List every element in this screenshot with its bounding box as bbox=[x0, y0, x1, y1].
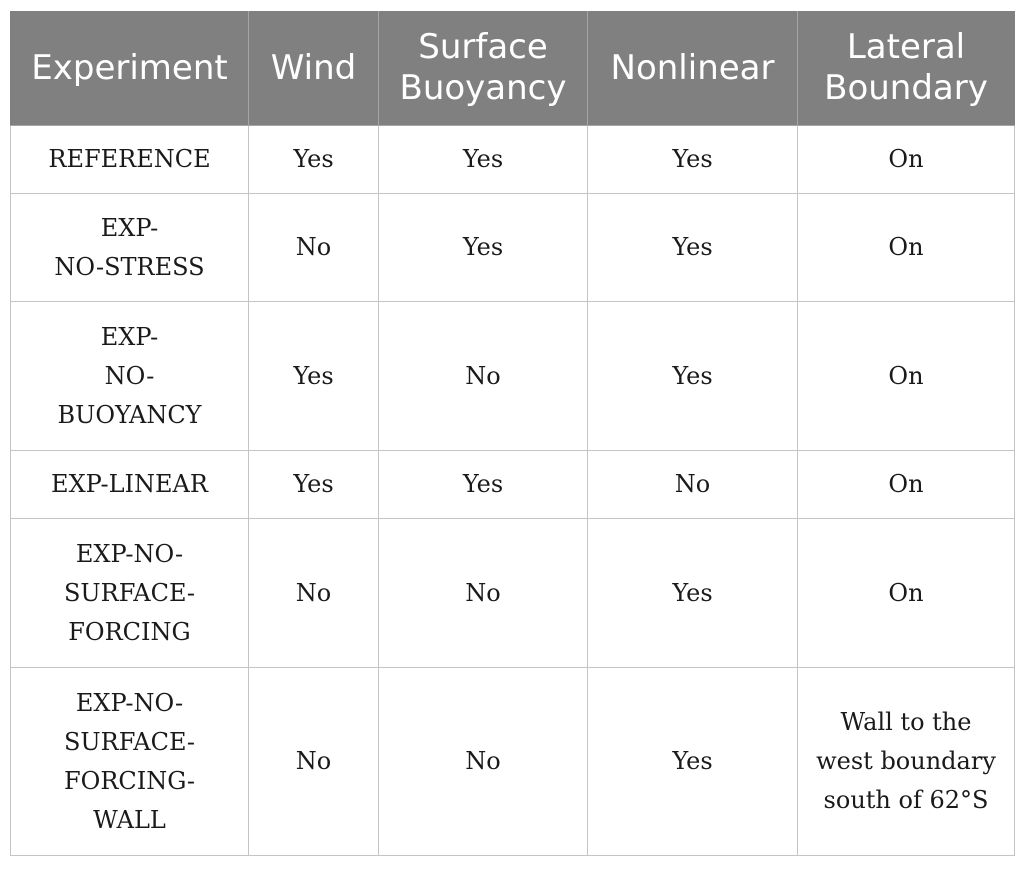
cell-nonlinear: Yes bbox=[588, 668, 798, 856]
experiments-table-container bbox=[10, 11, 1014, 856]
cell-experiment: EXP- NO- BUOYANCY bbox=[11, 302, 249, 451]
cell-lateral-boundary: On bbox=[798, 302, 1015, 451]
cell-wind: Yes bbox=[249, 126, 379, 194]
cell-experiment: EXP-NO- SURFACE- FORCING bbox=[11, 519, 249, 668]
table-row bbox=[11, 126, 1015, 194]
cell-lateral-boundary: On bbox=[798, 451, 1015, 519]
cell-wind: Yes bbox=[249, 451, 379, 519]
header-lateral-boundary: Lateral Boundary bbox=[798, 11, 1015, 126]
cell-nonlinear: Yes bbox=[588, 519, 798, 668]
table-row bbox=[11, 668, 1015, 856]
cell-lateral-boundary: On bbox=[798, 519, 1015, 668]
cell-nonlinear: Yes bbox=[588, 302, 798, 451]
table-row bbox=[11, 451, 1015, 519]
cell-wind: No bbox=[249, 668, 379, 856]
cell-surface-buoyancy: No bbox=[379, 302, 588, 451]
table-row bbox=[11, 519, 1015, 668]
cell-wind: Yes bbox=[249, 302, 379, 451]
header-surface-buoyancy: Surface Buoyancy bbox=[379, 11, 588, 126]
experiments-table bbox=[10, 11, 1015, 856]
cell-nonlinear: Yes bbox=[588, 126, 798, 194]
cell-surface-buoyancy: No bbox=[379, 668, 588, 856]
table-row bbox=[11, 194, 1015, 302]
header-nonlinear: Nonlinear bbox=[588, 11, 798, 126]
cell-experiment: REFERENCE bbox=[11, 126, 249, 194]
cell-surface-buoyancy: Yes bbox=[379, 451, 588, 519]
table-row bbox=[11, 302, 1015, 451]
cell-experiment: EXP-LINEAR bbox=[11, 451, 249, 519]
cell-surface-buoyancy: Yes bbox=[379, 194, 588, 302]
cell-experiment: EXP-NO- SURFACE- FORCING- WALL bbox=[11, 668, 249, 856]
cell-wind: No bbox=[249, 519, 379, 668]
cell-wind: No bbox=[249, 194, 379, 302]
table-header-row bbox=[11, 11, 1015, 126]
cell-lateral-boundary: Wall to the west boundary south of 62°S bbox=[798, 668, 1015, 856]
header-experiment: Experiment bbox=[11, 11, 249, 126]
cell-surface-buoyancy: Yes bbox=[379, 126, 588, 194]
cell-experiment: EXP- NO-STRESS bbox=[11, 194, 249, 302]
cell-lateral-boundary: On bbox=[798, 194, 1015, 302]
cell-nonlinear: No bbox=[588, 451, 798, 519]
cell-nonlinear: Yes bbox=[588, 194, 798, 302]
cell-surface-buoyancy: No bbox=[379, 519, 588, 668]
cell-lateral-boundary: On bbox=[798, 126, 1015, 194]
header-wind: Wind bbox=[249, 11, 379, 126]
